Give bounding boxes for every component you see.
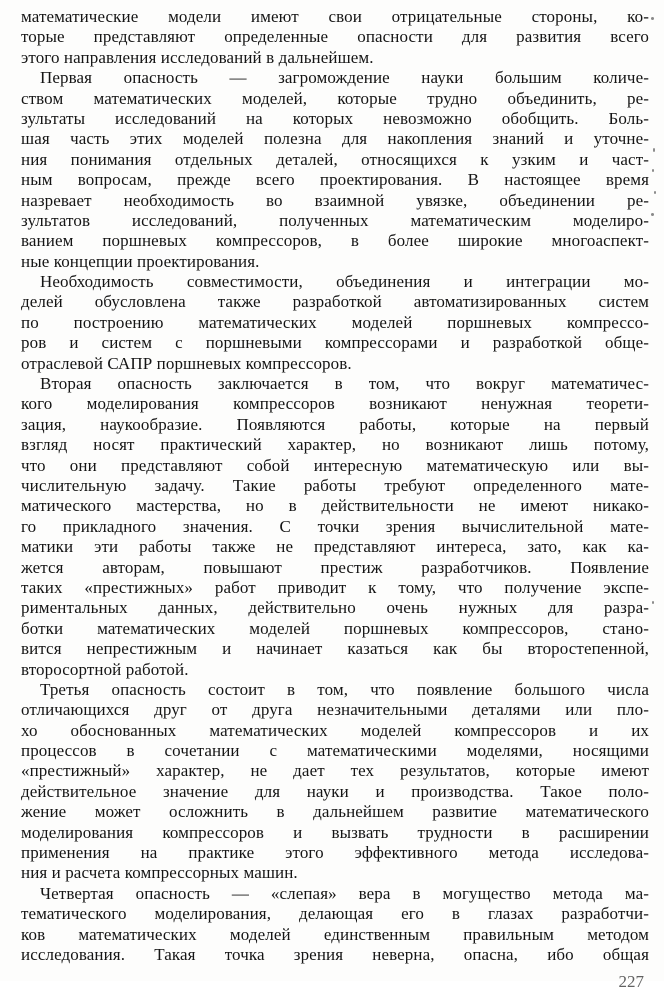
text-line: исследования. Такая точка зрения неверна, опасна, ибо общая [21, 944, 649, 964]
text-line: ков математических моделей единственным правильным методом [21, 924, 649, 944]
text-line: риментальных данных, действительно очень нужных для разра- [21, 598, 649, 618]
page-number: 227 [618, 972, 644, 991]
scan-speck [653, 148, 655, 152]
text-line: торые представляют определенные опасности для развития всего [21, 27, 649, 47]
text-line: Вторая опасность заключается в том, что вокруг математичес- [40, 374, 649, 394]
scan-speck [652, 601, 654, 604]
text-line: по построению математических моделей поршневых компрессо- [21, 312, 649, 332]
scan-speck [651, 213, 654, 216]
text-line: второсортной работой. [21, 659, 189, 679]
text-line: назревает необходимость во взаимной увязке, объединении ре- [21, 190, 649, 210]
text-line: Четвертая опасность — «слепая» вера в могущество метода ма- [40, 883, 649, 903]
text-line: «престижный» характер, не дает тех результатов, которые имеют [21, 761, 649, 781]
text-line: го прикладного значения. С точки зрения вычислительной мате- [21, 516, 649, 536]
text-line: числительную задачу. Такие работы требуют определенного мате- [21, 475, 649, 495]
text-line: ния и расчета компрессорных машин. [21, 863, 298, 883]
scan-speck [651, 17, 654, 20]
text-line: действительное значение для науки и производства. Такое поло- [21, 781, 649, 801]
text-line: взгляд носят практический характер, но возникают лишь потому, [21, 435, 649, 455]
text-line: матического мастерства, но в действительности не имеют никако- [21, 496, 649, 516]
text-line: ботки математических моделей поршневых компрессоров, стано- [21, 618, 649, 638]
scan-speck [654, 191, 656, 194]
text-line: этого направления исследований в дальнейшем. [21, 47, 374, 67]
text-line: ством математических моделей, которые трудно объединить, ре- [21, 88, 649, 108]
text-line: зация, наукообразие. Появляются работы, которые на первый [21, 414, 649, 434]
body-text [21, 7, 649, 965]
text-line: делей обусловлена также разработкой автоматизированных систем [21, 292, 649, 312]
text-line: матики эти работы также не представляют интереса, зато, как ка- [21, 537, 649, 557]
text-line: ным вопросам, прежде всего проектирования. В настоящее время [21, 170, 649, 190]
text-line: жение может осложнить в дальнейшем развитие математического [21, 802, 649, 822]
text-line: зультаты исследований на которых невозможно обобщить. Боль- [21, 108, 649, 128]
text-line: ные концепции проектирования. [21, 251, 260, 271]
text-line: тематического моделирования, делающая его в глазах разработчи- [21, 904, 649, 924]
text-line: отличающихся друг от друга незначительными деталями или пло- [21, 700, 649, 720]
scan-speck [652, 169, 654, 172]
text-line: процессов в сочетании с математическими моделями, носящими [21, 741, 649, 761]
text-line: Третья опасность состоит в том, что появление большого числа [40, 679, 649, 699]
text-line: ров и систем с поршневыми компрессорами и разработкой обще- [21, 333, 649, 353]
text-line: жется авторам, повышают престиж разработчиков. Появление [21, 557, 649, 577]
text-line: Первая опасность — загромождение науки большим количе- [40, 68, 649, 88]
text-line: что они представляют собой интересную математическую или вы- [21, 455, 649, 475]
text-line: Необходимость совместимости, объединения и интеграции мо- [40, 272, 649, 292]
text-line: моделирования компрессоров и вызвать трудности в расширении [21, 822, 649, 842]
text-line: таких «престижных» работ приводит к тому, что получение экспе- [21, 577, 649, 597]
text-line: ванием поршневых компрессоров, в более широкие многоаспект- [21, 231, 649, 251]
text-line: применения на практике этого эффективного метода исследова- [21, 843, 649, 863]
text-line: отраслевой САПР поршневых компрессоров. [21, 353, 352, 373]
text-line: математические модели имеют свои отрицательные стороны, ко- [21, 7, 649, 26]
text-line: вится непрестижным и начинает казаться как бы второстепенной, [21, 639, 649, 659]
text-line: кого моделирования компрессоров возникают ненужная теорети- [21, 394, 649, 414]
text-line: шая часть этих моделей полезна для накопления знаний и уточне- [21, 129, 649, 149]
text-line: хо обоснованных математических моделей компрессоров и их [21, 720, 649, 740]
text-line: ния понимания отдельных деталей, относящихся к узким и част- [21, 149, 649, 169]
text-line: зультатов исследований, полученных математическим моделиро- [21, 210, 649, 230]
